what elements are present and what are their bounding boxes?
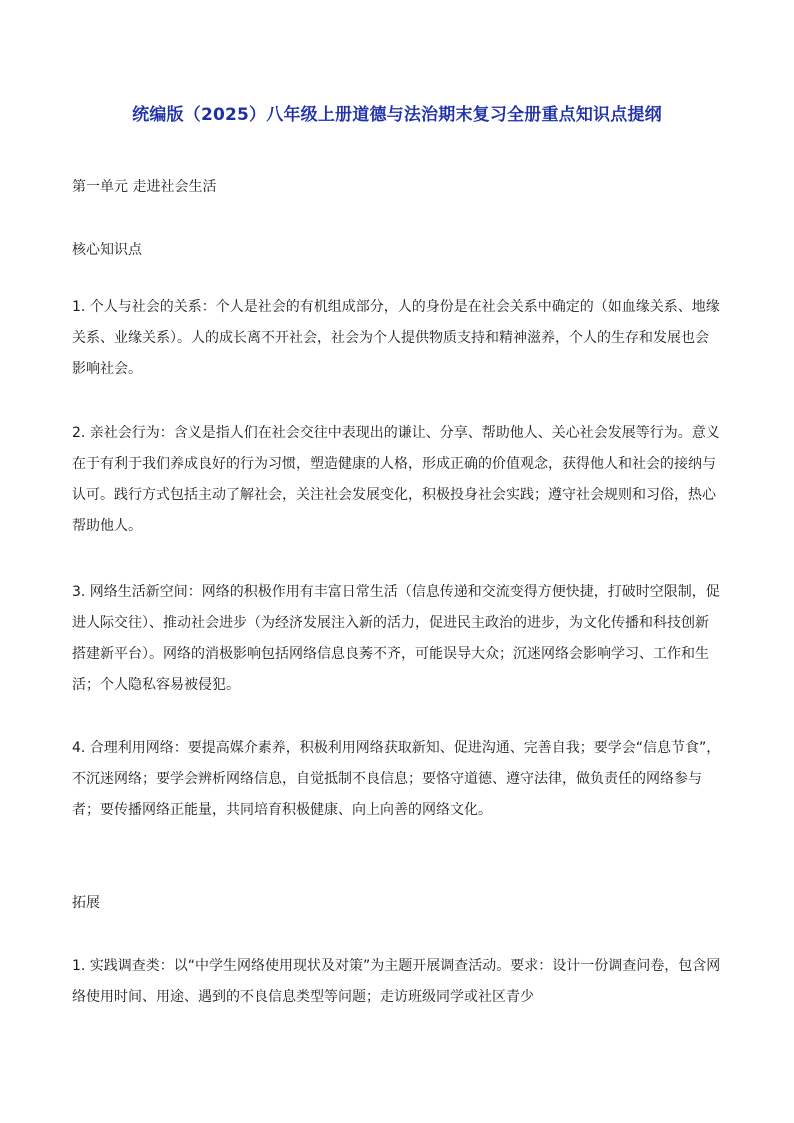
section-heading-extension: 拓展: [72, 895, 100, 911]
knowledge-point-4: 4. 合理利用网络：要提高媒介素养，积极利用网络获取新知、促进沟通、完善自我；要学会“信息节食”，不沉迷网络；要学会辨析网络信息，自觉抵制不良信息；要恪守道德、遵守法律，做负责任的网络参与者；要传播网络正能量，共同培育积极健康、向上向善的网络文化。: [72, 740, 721, 818]
knowledge-point-1: 1. 个人与社会的关系：个人是社会的有机组成部分，人的身份是在社会关系中确定的（如血缘关系、地缘关系、业缘关系）。人的成长离不开社会，社会为个人提供物质支持和精神滋养，个人的生存和发展也会影响社会。: [72, 299, 720, 377]
knowledge-point-2: 2. 亲社会行为：含义是指人们在社会交往中表现出的谦让、分享、帮助他人、关心社会发展等行为。意义在于有利于我们养成良好的行为习惯，塑造健康的人格，形成正确的价值观念，获得他人和社会的接纳与认可。践行方式包括主动了解社会，关注社会发展变化，积极投身社会实践；遵守社会规则和习俗，热心帮助他人。: [72, 425, 720, 534]
document-title: 统编版（2025）八年级上册道德与法治期末复习全册重点知识点提纲: [132, 105, 662, 125]
unit-heading: 第一单元 走进社会生活: [72, 179, 217, 195]
section-heading-core: 核心知识点: [72, 242, 142, 258]
knowledge-point-3: 3. 网络生活新空间：网络的积极作用有丰富日常生活（信息传递和交流变得方便快捷，打破时空限制，促进人际交往）、推动社会进步（为经济发展注入新的活力，促进民主政治的进步，为文化传播和科技创新搭建新平台）。网络的消极影响包括网络信息良莠不齐，可能误导大众；沉迷网络会影响学习、工作和生活；个人隐私容易被侵犯。: [72, 584, 720, 693]
extension-item-1: 1. 实践调查类：以“中学生网络使用现状及对策”为主题开展调查活动。要求：设计一份调查问卷，包含网络使用时间、用途、遇到的不良信息类型等问题；走访班级同学或社区青少: [72, 958, 721, 1005]
